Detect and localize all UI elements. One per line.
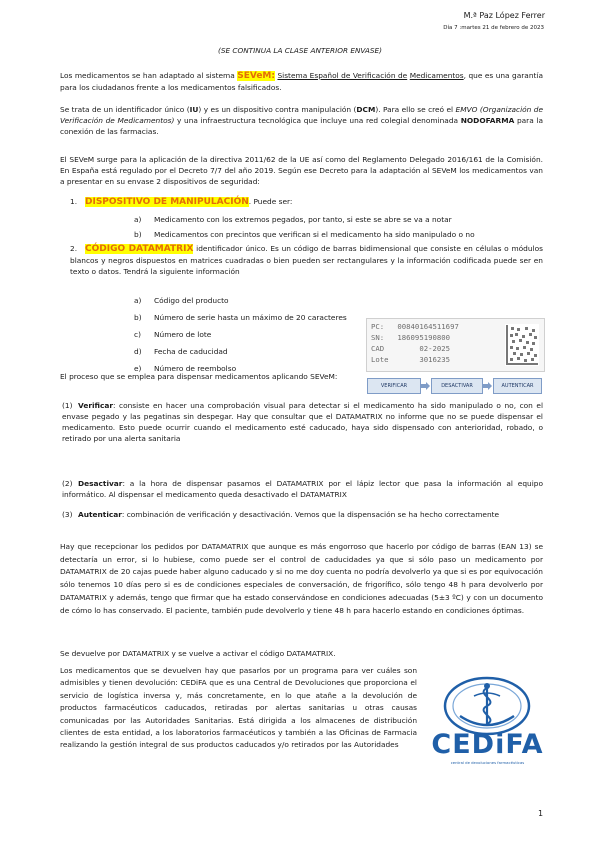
label-sn: SN: 186095190800 — [371, 333, 451, 342]
cedifa-logo — [430, 674, 545, 769]
intro-paragraph-3: El SEVeM surge para la aplicación de la directiva 2011/62 de la UE así como del Reglamento Delegado 2016/161 de la Comisión. En España está regulado por el Decreto 7/7 del año 2019. Según ese Decreto para la adaptación al SEVeM los medicamentos van a presentar en su envase 2 dispositivos de seguridad: — [60, 155, 543, 187]
process-step-1: (1) Verificar: consiste en hacer una comprobación visual para detectar si el medicamento ha sido manipulado o no, con el envase pegado y las pegatinas sin despegar. Hay que consultar que el DATAMATRIX no informe que no se puede dispensar el medicamento. Esto puede ocurrir cuando el medicamento esté caducado, haya sido dispensado con anterioridad, robado, o retirado por una alerta sanitaria — [62, 401, 543, 444]
sevem-highlight: SEVeM: — [237, 71, 275, 81]
pedidos-paragraph: Hay que recepcionar los pedidos por DATAMATRIX que aunque es más engorroso que hacerlo por código de barras (EAN 13) se detectaría un error, si lo hubiese, como puede ser el control de caducidades ya que si sólo paso un medicamento por DATAMATRIX de 20 cajas puede haber alguno caducado y si no me doy cuenta no podría devolverlo ya que si es por equivocación sólo tenemos 10 días pero si es de condiciones especiales de conversación, de frigorífico, sólo tengo 48 h para devolverlo por DATAMATRIX y además, tengo que firmar que ha estado conservándose en condiciones adecuadas (5±3 ºC) y con un documento de cómo lo has conservado. El paciente, también pude devolverlo y tiene 48 h para hacerlo estando en condiciones óptimas. — [60, 542, 543, 615]
intro-paragraph-1: Los medicamentos se han adaptado al sistema SEVeM: Sistema Español de Verificación de Medicamentos, que es una garantía para los ciudadanos frente a los medicamentos falsificados. — [60, 71, 543, 93]
flow-arrow-icon — [483, 382, 492, 390]
cedifa-caduceus-icon — [430, 674, 545, 736]
process-intro: El proceso que se emplea para dispensar medicamentos aplicando SEVeM: — [60, 372, 338, 381]
class-date: Día 7 :martes 21 de febrero de 2023 — [443, 25, 544, 31]
datamatrix-item-a: a) Código del producto — [134, 296, 229, 305]
dispositivo-section: 1. DISPOSITIVO DE MANIPULACIÓN. Puede ser: — [70, 197, 293, 207]
label-pc: PC: 00840164511697 — [371, 322, 459, 331]
flow-step-verificar: VERIFICAR — [367, 378, 421, 394]
datamatrix-item-d: d) Fecha de caducidad — [134, 347, 228, 356]
cedifa-logo-subtitle: central de devoluciones farmacéuticas — [450, 760, 525, 765]
datamatrix-section: 2. CÓDIGO DATAMATRIX identificador único. Es un código de barras bidimensional que consiste en células o módulos blancos y negros dispuestos en matrices cuadradas o bien pueden ser rectangulares y la información codificada puede ser en texto o datos. Tendrá la siguiente información — [70, 244, 543, 277]
flow-step-autenticar: AUTENTICAR — [493, 378, 542, 394]
devuelve-paragraph: Se devuelve por DATAMATRIX y se vuelve a activar el código DATAMATRIX. — [60, 649, 336, 658]
cedifa-logo-name: CEDiFA — [431, 729, 544, 760]
author-name: M.ª Paz López Ferrer — [463, 11, 545, 20]
dispositivo-item-b: b) Medicamentos con precintos que verifican si el medicamento ha sido manipulado o no — [134, 230, 475, 239]
label-cad: CAD 02-2025 — [371, 344, 451, 353]
datamatrix-item-e: e) Número de reembolso — [134, 364, 237, 373]
flow-step-desactivar: DESACTIVAR — [431, 378, 483, 394]
dispositivo-item-a: a) Medicamento con los extremos pegados, por tanto, si este se abre se va a notar — [134, 215, 452, 224]
datamatrix-item-c: c) Número de lote — [134, 330, 212, 339]
process-step-3: (3) Autenticar: combinación de verificación y desactivación. Vemos que la dispensación se ha hecho correctamente — [62, 510, 500, 519]
label-lote: Lote 3016235 — [371, 355, 451, 364]
process-step-2: (2) Desactivar: a la hora de dispensar pasamos el DATAMATRIX por el lápiz lector que pasa la información al equipo informático. Al dispensar el medicamento queda desactivado el DATAMATRIX — [62, 479, 543, 500]
process-flow-diagram — [366, 375, 543, 397]
page-heading: (SE CONTINUA LA CLASE ANTERIOR ENVASE) — [217, 46, 383, 55]
datamatrix-code-icon — [505, 324, 539, 366]
dispositivo-title: DISPOSITIVO DE MANIPULACIÓN — [85, 197, 249, 207]
datamatrix-item-b: b) Número de serie hasta un máximo de 20 caracteres — [134, 313, 347, 322]
intro-paragraph-2: Se trata de un identificador único (IU) y es un dispositivo contra manipulación (DCM). Para ello se creó el EMVO (Organización de Verificación de Medicamentos) y una infraestructura tecnológica que incluye una red colegial denominada NODOFARMA para la conexión de las farmacias. — [60, 105, 543, 137]
datamatrix-title: CÓDIGO DATAMATRIX — [85, 244, 194, 254]
datamatrix-label-image — [366, 318, 545, 372]
flow-arrow-icon — [421, 382, 430, 390]
page-number: 1 — [538, 809, 544, 818]
cedifa-paragraph: Los medicamentos que se devuelven hay que pasarlos por un programa para ver cuáles son admisibles y tienen devolución: CEDiFA que es una Central de Devoluciones que proporciona el servicio de logística inversa y, más concretamente, en lo que atañe a la devolución de productos farmacéuticos caducados, retiradas por alertas sanitarias u otras causas comunicadas por las Autoridades Sanitarias. Está dirigida a los almacenes de distribución clientes de esta entidad, a los laboratorios farmacéuticos y también a las Oficinas de Farmacia realizando la gestión integral de sus productos caducados y/o retirados por las Autoridades — [60, 666, 417, 750]
